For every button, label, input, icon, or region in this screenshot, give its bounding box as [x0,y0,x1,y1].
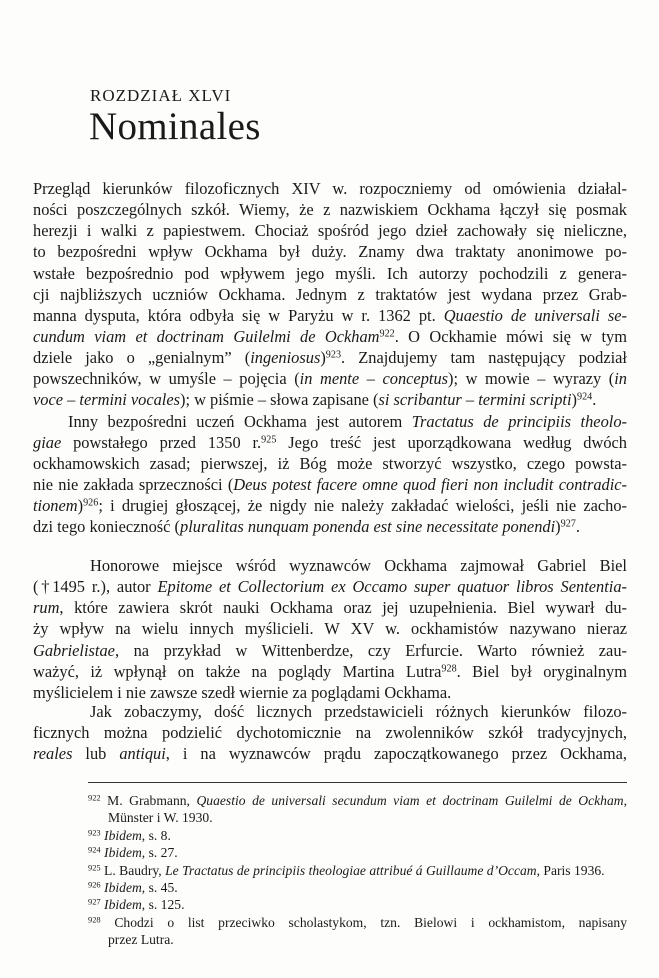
text: ży wpływ na wielu innych myślicieli. W XV w. ockhamistów nazywano nieraz [33,619,627,639]
text: ockhamowskich zasad; pierwszej, iż Bóg może stworzyć wszystko, czego powsta- [33,453,627,473]
text-line [33,368,627,389]
text: nie nie zakłada sprzeczności ( [33,475,234,495]
italic-text: ingeniosus [250,348,321,368]
italic-text: Ibidem [104,879,142,895]
text-line [33,743,627,764]
footnote-line [88,931,627,948]
footnote-ref: 922 [379,328,395,340]
text: Honorowe miejsce wśród wyznawców Ockhama zajmował Gabriel Biel [90,556,627,575]
text: Inny bezpośredni uczeń Ockhama jest autorem [68,411,412,431]
text: ); w piśmie – słowa zapisane ( [180,390,379,410]
paragraph-1 [33,178,627,411]
footnote-line [88,879,627,896]
italic-text: pluralitas nunquam ponenda est sine necessitate ponendi [180,517,556,537]
text: . O Ockhamie mówi się w tym [394,326,627,346]
italic-text: voce – termini vocales [33,390,181,410]
text-line [33,576,627,597]
text: , Paris 1936. [536,862,605,878]
italic-text: in mente – conceptus [299,369,449,389]
text-line [33,682,627,703]
text: , s. 27. [141,845,178,861]
text: ) [77,496,84,516]
footnote-line [88,792,627,809]
italic-text: Quaestio de universali secundum viam et doctrinam Guilelmi de Ockham [196,793,624,808]
footnotes [88,792,627,949]
text-line [33,640,627,661]
paragraph-4 [33,701,627,764]
text: , i na wyznawców prądu zapoczątkowanego przez Ockhama, [165,744,628,764]
text: dziele jako o „genialnym” ( [33,348,251,368]
footnote-ref: 924 [88,844,101,855]
text: Chodzi o list przeciwko scholastykom, tzn. Bielowi i ockhamistom, napisany [100,914,627,930]
text-line [33,453,627,474]
text-line [33,495,627,516]
text: , [623,793,627,808]
italic-text: cundum viam et doctrinam Guilelmi de Ockham [33,326,380,346]
italic-text: Ibidem [104,827,142,843]
text-line [33,661,627,682]
footnote-ref: 923 [88,827,101,838]
text: ; i drugiej głoszącej, że nigdy nie należy zakładać wielości, jeśli nie zacho- [98,496,627,516]
italic-text: si scribantur – termini scripti [378,390,572,410]
text: ważyć, iż wpłynął on także na poglądy Martina Lutra [33,661,442,681]
chapter-label: ROZDZIAŁ XLVI [90,86,232,105]
text: . [575,517,580,537]
text-line [33,618,627,639]
text-line [33,389,627,410]
text-line [33,263,627,284]
text: powstałego przed 1350 r. [61,432,262,452]
text-line [33,555,627,576]
text-line [33,178,627,199]
text: herezji i walki z papiestwem. Chociaż spośród jego dzieł zachowały się nieliczne, [33,221,627,241]
text: , s. 8. [141,827,171,843]
italic-text: reales [33,744,73,764]
text-line [33,326,627,347]
text-line [33,284,627,305]
footnote-line [88,844,627,861]
footnote-line [88,827,627,844]
italic-text: Epitome et Collectorium ex Occamo super quatuor libros Sententia- [157,577,627,597]
footnote-line [88,914,627,931]
text: to bezpośredni wpływ Ockhama był duży. Znamy dwa traktaty anonimowe po- [33,242,627,262]
text-line [33,474,627,495]
italic-text: in [614,369,627,389]
text: myślicielem i nie zawsze szedł wiernie za poglądami Ockhama. [33,682,452,702]
text: lub [72,744,120,764]
text-line [33,305,627,326]
text: wstałe bezpośrednio pod wpływem jego myśli. Ich autorzy pochodzili z genera- [33,263,627,283]
text: , s. 45. [141,879,178,895]
text: dzi tego konieczność ( [33,517,181,537]
text: Münster i W. 1930. [108,810,213,826]
footnote-ref: 926 [88,879,101,890]
text: Jego treść jest uporządkowana według dwóch [276,432,627,452]
italic-text: Ibidem [104,845,142,861]
text-line [33,347,627,368]
text: ); w mowie – wyrazy ( [448,369,615,389]
text: ficznych można podzielić dychotomicznie na zwolenników szkół tradycyjnych, [33,723,627,743]
italic-text: antiqui [119,744,166,764]
paragraph-2 [33,411,627,538]
text: L. Baudry, [100,862,166,878]
italic-text: rum [33,598,60,618]
paragraph-3 [33,555,627,703]
footnote-ref: 926 [83,497,99,509]
italic-text: giae [33,432,62,452]
text: . Biel był oryginalnym [456,661,627,681]
text: , które zawiera skrót nauki Ockhama oraz jej uzupełnienia. Biel wywarł du- [59,598,627,618]
footnote-line [88,896,627,913]
italic-text: Le Tractatus de principiis theologiae attribué á Guillaume d’Occam [165,862,537,878]
text-line [33,432,627,453]
text-line [33,722,627,743]
footnote-ref: 925 [88,861,101,872]
text: , na przykład w Wittenberdze, czy Erfurcie. Warto również zau- [114,640,627,660]
text-line [33,220,627,241]
text: przez Lutra. [108,932,174,948]
italic-text: Deus potest facere omne quod fieri non includit contradic- [233,475,627,495]
footnote-ref: 928 [441,663,457,675]
footnote-ref: 922 [88,792,101,803]
text: ności poszczególnych szkół. Wiemy, że z nazwiskiem Ockhama łączył się posmak [33,200,627,220]
footnote-divider [88,782,627,783]
text: ) [320,348,326,368]
footnote-ref: 923 [325,349,342,361]
footnote-ref: 927 [88,896,101,907]
footnote-ref: 927 [560,518,576,530]
chapter-title: Nominales [89,105,261,148]
footnote-line [88,862,627,879]
footnote-line [88,809,627,826]
footnote-ref: 928 [88,914,101,925]
text: . [592,390,597,410]
text-line [33,701,627,722]
text-line [33,411,627,432]
italic-text: tionem [33,496,78,516]
text: manna dysputa, która odbyła się w Paryżu w r. 1362 pt. [33,305,444,325]
text: cji najbliższych uczniów Ockhama. Jednym z traktatów jest wydana przez Grab- [33,284,627,304]
text-line [33,516,627,537]
footnote-ref: 925 [261,434,277,446]
text: , s. 125. [141,897,185,913]
text: ) [571,390,578,410]
italic-text: Gabrielistae [33,640,115,660]
text: Jak zobaczymy, dość licznych przedstawicieli różnych kierunków filozo- [90,702,627,721]
text-line [33,241,627,262]
italic-text: Ibidem [104,897,142,913]
text: M. Grabmann, [100,793,197,808]
text: (†1495 r.), autor [33,577,158,597]
text: Przegląd kierunków filozoficznych XIV w. rozpoczniemy od omówienia działal- [33,179,627,198]
text-line [33,199,627,220]
text-line [33,597,627,618]
text: powszechników, w umyśle – pojęcia ( [33,369,300,389]
text: . Znajdujemy tam następujący podział [341,348,627,368]
text: ) [555,517,561,537]
italic-text: Tractatus de principiis theolo- [411,411,627,431]
footnote-ref: 924 [577,391,593,403]
italic-text: Quaestio de universali se- [443,305,627,325]
